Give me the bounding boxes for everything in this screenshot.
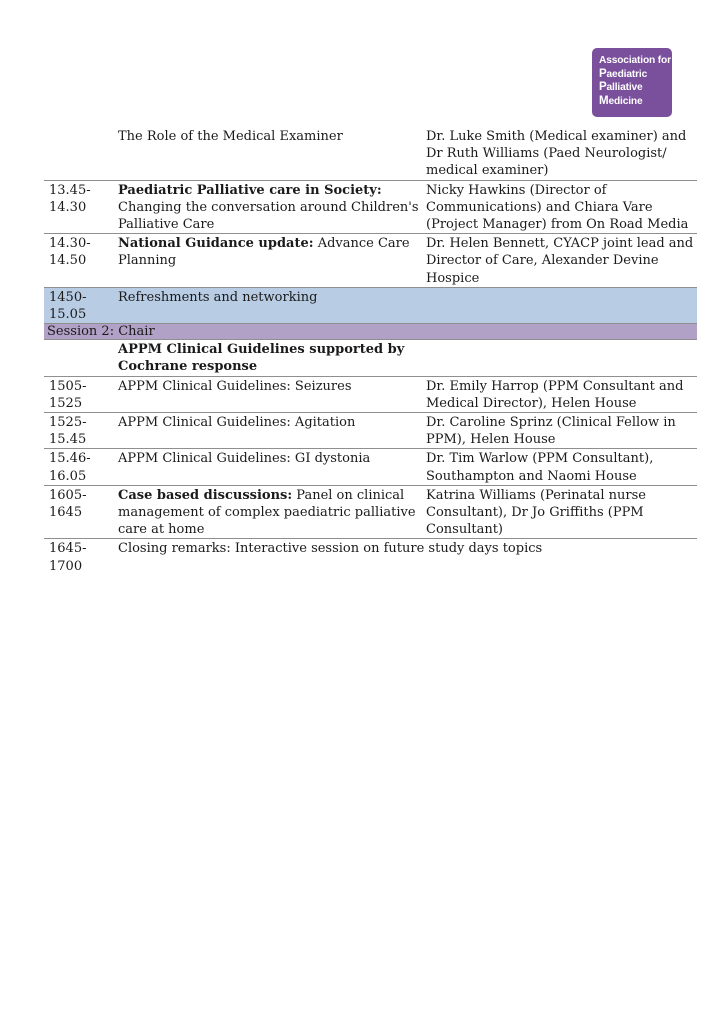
topic-text: APPM Clinical Guidelines: GI dystonia <box>118 451 371 467</box>
topic-text: Panel on clinical management of complex paediatric palliative care at home <box>118 487 416 538</box>
programme-table <box>44 127 697 575</box>
table-row <box>44 539 697 575</box>
time-cell: 1645-1700 <box>49 541 87 574</box>
speaker-cell: Katrina Williams (Perinatal nurse Consultant), Dr Jo Griffiths (PPM Consultant) <box>422 485 697 539</box>
table-row <box>44 340 697 376</box>
topic-text: APPM Clinical Guidelines: Agitation <box>118 415 356 431</box>
speaker-cell <box>422 287 697 323</box>
time-cell: 1450-15.05 <box>44 287 114 323</box>
time-cell: 1605-1645 <box>44 485 114 539</box>
topic-bold-lead: National Guidance update: <box>118 236 314 252</box>
time-cell: 14.30-14.50 <box>44 234 114 288</box>
time-cell: 1525-15.45 <box>44 413 114 449</box>
table-row <box>44 180 697 234</box>
topic-bold-lead: Case based discussions: <box>118 487 293 503</box>
topic-text: APPM Clinical Guidelines: Seizures <box>118 378 352 394</box>
topic-cell <box>114 127 422 180</box>
time-cell <box>44 127 114 180</box>
speaker-cell: Dr. Emily Harrop (PPM Consultant and Medical Director), Helen House <box>422 376 697 412</box>
time-cell <box>44 340 114 376</box>
topic-cell <box>114 234 422 288</box>
topic-cell <box>114 413 422 449</box>
logo-line-1: Association for <box>599 55 671 66</box>
topic-cell <box>114 539 697 575</box>
refreshments-row <box>44 287 697 323</box>
speaker-cell: Dr. Caroline Sprinz (Clinical Fellow in PPM), Helen House <box>422 413 697 449</box>
time-cell: 15.46-16.05 <box>44 449 114 485</box>
topic-cell <box>114 376 422 412</box>
topic-bold-lead: Paediatric Palliative care in Society: <box>118 182 382 198</box>
appm-logo <box>592 48 672 117</box>
topic-cell <box>114 287 422 323</box>
topic-cell <box>114 449 422 485</box>
speaker-cell: Dr. Luke Smith (Medical examiner) and Dr Ruth Williams (Paed Neurologist/ medical examiner) <box>422 127 697 180</box>
table-row <box>44 234 697 288</box>
speaker-cell: Nicky Hawkins (Director of Communications) and Chiara Vare (Project Manager) from On Road Media <box>422 180 697 234</box>
table-row <box>44 485 697 539</box>
topic-text: Closing remarks: Interactive session on future study days topics <box>118 541 543 557</box>
topic-cell <box>114 180 422 234</box>
logo-line-3: Palliative <box>599 81 643 94</box>
speaker-cell: Dr. Helen Bennett, CYACP joint lead and Director of Care, Alexander Devine Hospice <box>422 234 697 288</box>
session-label: Session 2: Chair <box>44 324 697 340</box>
session-header-row <box>44 324 697 340</box>
topic-text: The Role of the Medical Examiner <box>118 129 343 144</box>
table-row <box>44 127 697 180</box>
topic-text: Refreshments and networking <box>118 289 318 305</box>
table-row <box>44 449 697 485</box>
time-cell: 1505-1525 <box>44 376 114 412</box>
topic-cell <box>114 485 422 539</box>
speaker-cell: Dr. Tim Warlow (PPM Consultant), Southampton and Naomi House <box>422 449 697 485</box>
table-row <box>44 413 697 449</box>
topic-cell <box>114 340 422 376</box>
topic-text: Advance Care Planning <box>118 236 410 269</box>
speaker-cell <box>422 340 697 376</box>
topic-text: Changing the conversation around Children's Palliative Care <box>118 199 419 233</box>
logo-line-4: Medicine <box>599 95 643 108</box>
time-cell: 13.45-14.30 <box>44 180 114 234</box>
topic-bold-lead: APPM Clinical Guidelines supported by Cochrane response <box>118 342 405 375</box>
table-row <box>44 376 697 412</box>
logo-line-2: Paediatric <box>599 67 648 80</box>
